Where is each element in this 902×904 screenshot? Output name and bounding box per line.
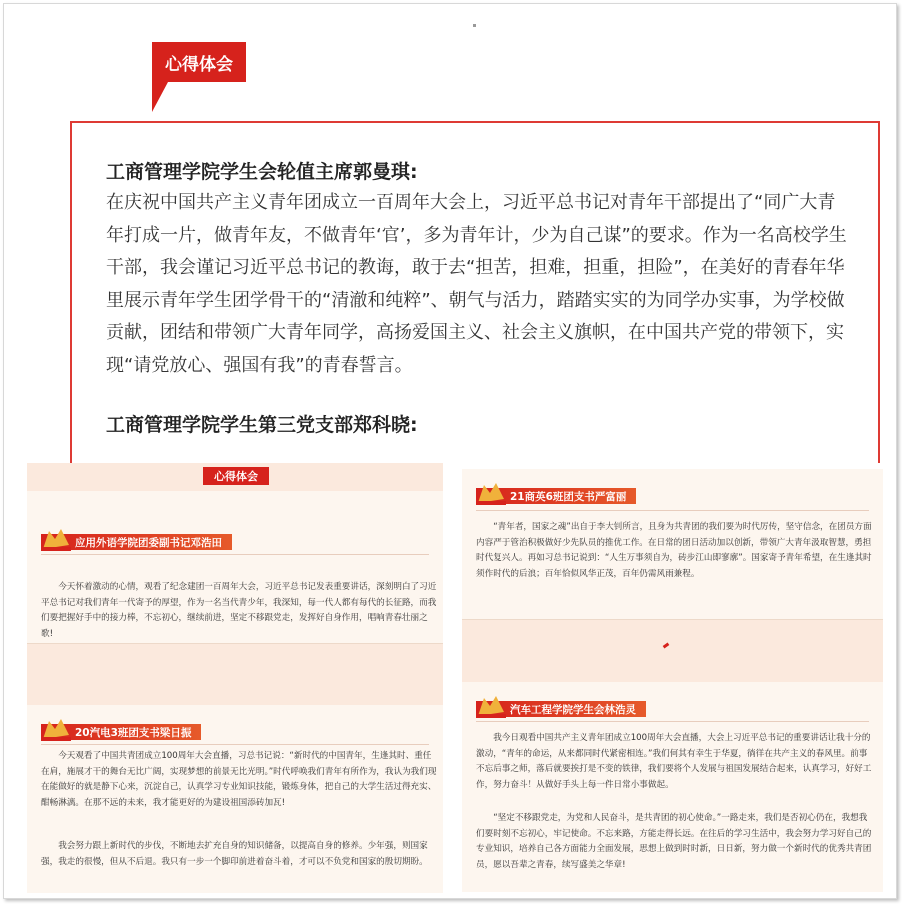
divider bbox=[41, 554, 429, 555]
right-article-panel bbox=[462, 469, 883, 892]
section-heading-ribbon bbox=[41, 724, 201, 740]
section-paragraph: “青年者，国家之魂”出自于李大钊所言，且身为共青团的我们要为时代厉传，坚守信念，在团员方面内容严于管治积极做好少先队员的推优工作。在日常的团日活动加以创新，带领广大青年汲取智慧，勇担时代复兴人。再如习总书记说到：“人生万事须自为，砖步江山即寥廓”。国家寄予青年希望，在生逢其时须作时代的后浪；百年恰似风华正茂，百年仍需风雨兼程。 bbox=[476, 522, 872, 579]
section-heading-ribbon bbox=[41, 534, 232, 550]
ribbon-flag-icon bbox=[476, 481, 506, 505]
left-card-1 bbox=[27, 491, 443, 644]
ribbon-flag-icon bbox=[41, 717, 71, 741]
divider bbox=[476, 721, 869, 722]
section-paragraph: 今天怀着激动的心情，观看了纪念建团一百周年大会，习近平总书记发表重要讲话，深刻明白了习近平总书记对我们青年一代寄予的厚望，作为一名当代青少年，我深知，每一代人都有每代的长征路，而我们要把握好手中的接力棒，不忘初心，继续前进，坚定不移跟党走，发挥好自身作用，唱响青春壮丽之歌! bbox=[41, 582, 437, 639]
decorative-mark bbox=[663, 643, 670, 649]
left-article-panel bbox=[27, 463, 443, 893]
top-section-title-badge: 心得体会 bbox=[152, 42, 246, 82]
quote-body-text: 在庆祝中国共产主义青年团成立一百周年大会上，习近平总书记对青年干部提出了“同广大青年打成一片，做青年友，不做青年‘官’，多为青年计，少为自己谋”的要求。作为一名高校学生干部，我会谨记习近平总书记的教诲，敢于去“担苦，担难，担重，担险”，在美好的青春年华里展示青年学生团学骨干的“清澈和纯粹”、朝气与活力，踏踏实实的为同学办实事，为学校做贡献，团结和带领广大青年同学，高扬爱国主义、社会主义旗帜，在中国共产党的带领下，实现“请党放心、强国有我”的青春誓言。 bbox=[106, 192, 847, 376]
section-speaker-name: 20汽电3班团支书梁日振 bbox=[75, 726, 192, 739]
quote-speaker-name-2: 工商管理学院学生第三党支部郑科晓: bbox=[106, 414, 418, 436]
section-speaker-name: 21商英6班团支书严富丽 bbox=[510, 490, 627, 503]
section-paragraph: “坚定不移跟党走，为党和人民奋斗，是共青团的初心使命。”一路走来，我们是否初心仍在，我想我们要时刻不忘初心，牢记使命。不忘来路，方能走得长远。在往后的学习生活中，我会努力学习好自己的专业知识，培养自己各方面能力全面发展，思想上做到时时新，日日新，努力做一个新时代的优秀共青团员，愿以吾辈之青春，续写盛美之华章! bbox=[476, 813, 872, 870]
decorative-dot bbox=[473, 24, 476, 27]
divider bbox=[476, 510, 869, 511]
section-heading-ribbon bbox=[476, 488, 636, 504]
divider bbox=[41, 744, 429, 745]
ribbon-flag-icon bbox=[476, 694, 506, 718]
ribbon-flag-icon bbox=[41, 527, 71, 551]
screenshot-frame bbox=[3, 3, 897, 899]
section-paragraph: 我今日观看中国共产主义青年团成立100周年大会直播，大会上习近平总书记的重要讲话让我十分的激动，“青年的命运，从来都同时代紧密相连。”我们何其有幸生于华夏，徜徉在共产主义的春风里。前事不忘后事之师，落后就要挨打是不变的铁律，我们要将个人发展与祖国发展结合起来，认真学习，好好工作，努力奋斗！从做好手头上每一件日常小事做起。 bbox=[476, 733, 872, 790]
section-heading-ribbon bbox=[476, 701, 646, 717]
section-paragraph: 我会努力跟上新时代的步伐，不断地去扩充自身的知识储备，以提高自身的修养。少年强，则国家强，我走的很慢，但从不后退。我只有一步一个脚印前进着奋斗着，才可以不负党和国家的殷切期盼。 bbox=[41, 841, 428, 867]
left-panel-title-badge: 心得体会 bbox=[203, 467, 269, 485]
section-paragraph: 今天观看了中国共青团成立100周年大会直播，习总书记说：“新时代的中国青年，生逢其时、重任在肩，施展才干的舞台无比广阔，实现梦想的前景无比光明。”时代呼唤我们青年有所作为，我认为我们现在能做好的就是静下心来，沉淀自己，认真学习专业知识技能，锻炼身体，把自己的大学生活过得充实、酣畅淋漓。在那不远的未来，我才能更好的为建设祖国添砖加瓦! bbox=[41, 751, 437, 808]
section-speaker-name: 应用外语学院团委副书记邓浩田 bbox=[75, 536, 222, 549]
left-card-2 bbox=[27, 705, 443, 893]
quote-speaker-name: 工商管理学院学生会轮值主席郭曼琪: bbox=[106, 161, 418, 183]
title-badge-tail bbox=[152, 82, 168, 112]
quote-box bbox=[70, 121, 880, 463]
section-speaker-name: 汽车工程学院学生会林浩灵 bbox=[510, 703, 636, 716]
right-card-1 bbox=[462, 469, 883, 620]
right-card-2 bbox=[462, 682, 883, 892]
